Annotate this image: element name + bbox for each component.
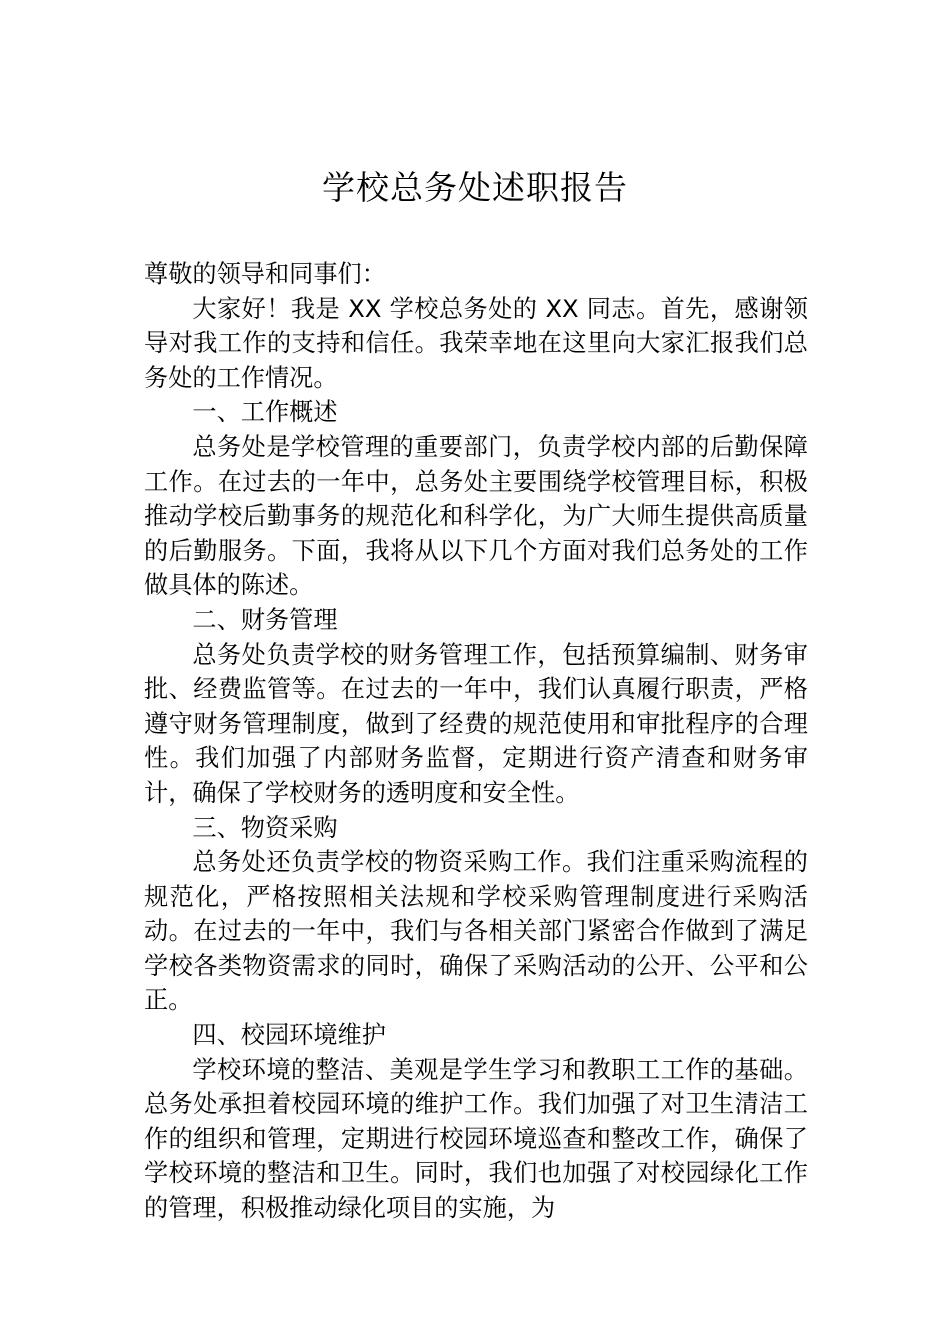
intro-paragraph: 大家好！我是 XX 学校总务处的 XX 同志。首先，感谢领导对我工作的支持和信任。我荣幸地在这里向大家汇报我们总务处的工作情况。 [144, 294, 808, 392]
section-heading-environment: 四、校园环境维护 [192, 1021, 386, 1050]
section-body-overview: 总务处是学校管理的重要部门，负责学校内部的后勤保障工作。在过去的一年中，总务处主要围绕学校管理目标，积极推动学校后勤事务的规范化和科学化，为广大师生提供高质量的后勤服务。下面，我将从以下几个方面对我们总务处的工作做具体的陈述。 [144, 432, 808, 600]
section-heading-overview: 一、工作概述 [192, 398, 338, 427]
section-body-procurement: 总务处还负责学校的物资采购工作。我们注重采购流程的规范化，严格按照相关法规和学校采购管理制度进行采购活动。在过去的一年中，我们与各相关部门紧密合作做到了满足学校各类物资需求的同时，确保了采购活动的公开、公平和公正。 [144, 848, 808, 1015]
document-body [144, 257, 808, 1226]
section-heading-procurement: 三、物资采购 [192, 813, 338, 842]
salutation: 尊敬的领导和同事们： [144, 260, 386, 288]
section-body-environment: 学校环境的整洁、美观是学生学习和教职工工作的基础。总务处承担着校园环境的维护工作。我们加强了对卫生清洁工作的组织和管理，定期进行校园环境巡查和整改工作，确保了学校环境的整洁和卫生。同时，我们也加强了对校园绿化工作的管理，积极推动绿化项目的实施，为 [144, 1055, 808, 1223]
section-body-finance: 总务处负责学校的财务管理工作，包括预算编制、财务审批、经费监管等。在过去的一年中，我们认真履行职责，严格遵守财务管理制度，做到了经费的规范使用和审批程序的合理性。我们加强了内部财务监督，定期进行资产清查和财务审计，确保了学校财务的透明度和安全性。 [144, 640, 808, 807]
page-title: 学校总务处述职报告 [322, 168, 628, 207]
section-heading-finance: 二、财务管理 [192, 605, 338, 634]
